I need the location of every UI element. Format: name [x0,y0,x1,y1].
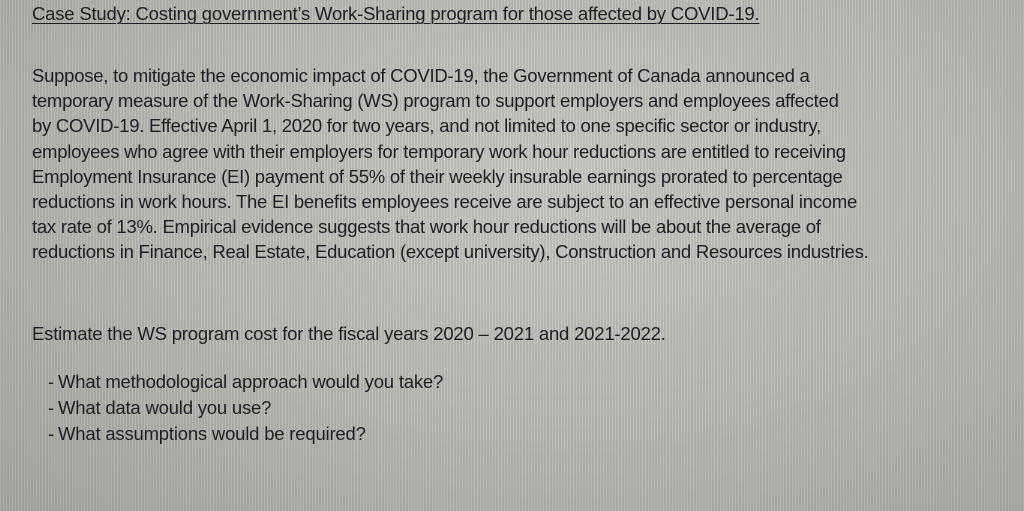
paragraph-line: by COVID-19. Effective April 1, 2020 for two years, and not limited to one specific sector or industry, [32,115,821,137]
question-text: What assumptions would be required? [58,423,366,444]
dash-bullet: - [48,397,54,418]
case-study-title: Case Study: Costing government’s Work-Sharing program for those affected by COVID-19. [32,3,760,24]
question-item [48,369,443,395]
paragraph-line: temporary measure of the Work-Sharing (WS) program to support employers and employees affected [32,90,839,112]
paragraph-line: Employment Insurance (EI) payment of 55% of their weekly insurable earnings prorated to percentage [32,165,843,187]
case-description [32,63,1007,265]
dash-bullet: - [48,423,54,444]
paragraph-line: employees who agree with their employers for temporary work hour reductions are entitled to receiving [32,140,846,162]
task-statement: Estimate the WS program cost for the fiscal years 2020 – 2021 and 2021-2022. [32,323,666,344]
paragraph-line: reductions in work hours. The EI benefits employees receive are subject to an effective personal income [32,191,858,213]
question-text: What methodological approach would you take? [58,371,444,392]
paragraph-line: Suppose, to mitigate the economic impact of COVID-19, the Government of Canada announced a [32,65,810,86]
question-text: What data would you use? [58,397,272,418]
dash-bullet: - [48,371,54,392]
question-list [48,369,443,447]
question-item [48,395,443,421]
paragraph-line: reductions in Finance, Real Estate, Education (except university), Construction and Resources industries. [32,241,869,263]
paragraph-line: tax rate of 13%. Empirical evidence suggests that work hour reductions will be about the average of [32,216,821,238]
question-item [48,421,443,447]
